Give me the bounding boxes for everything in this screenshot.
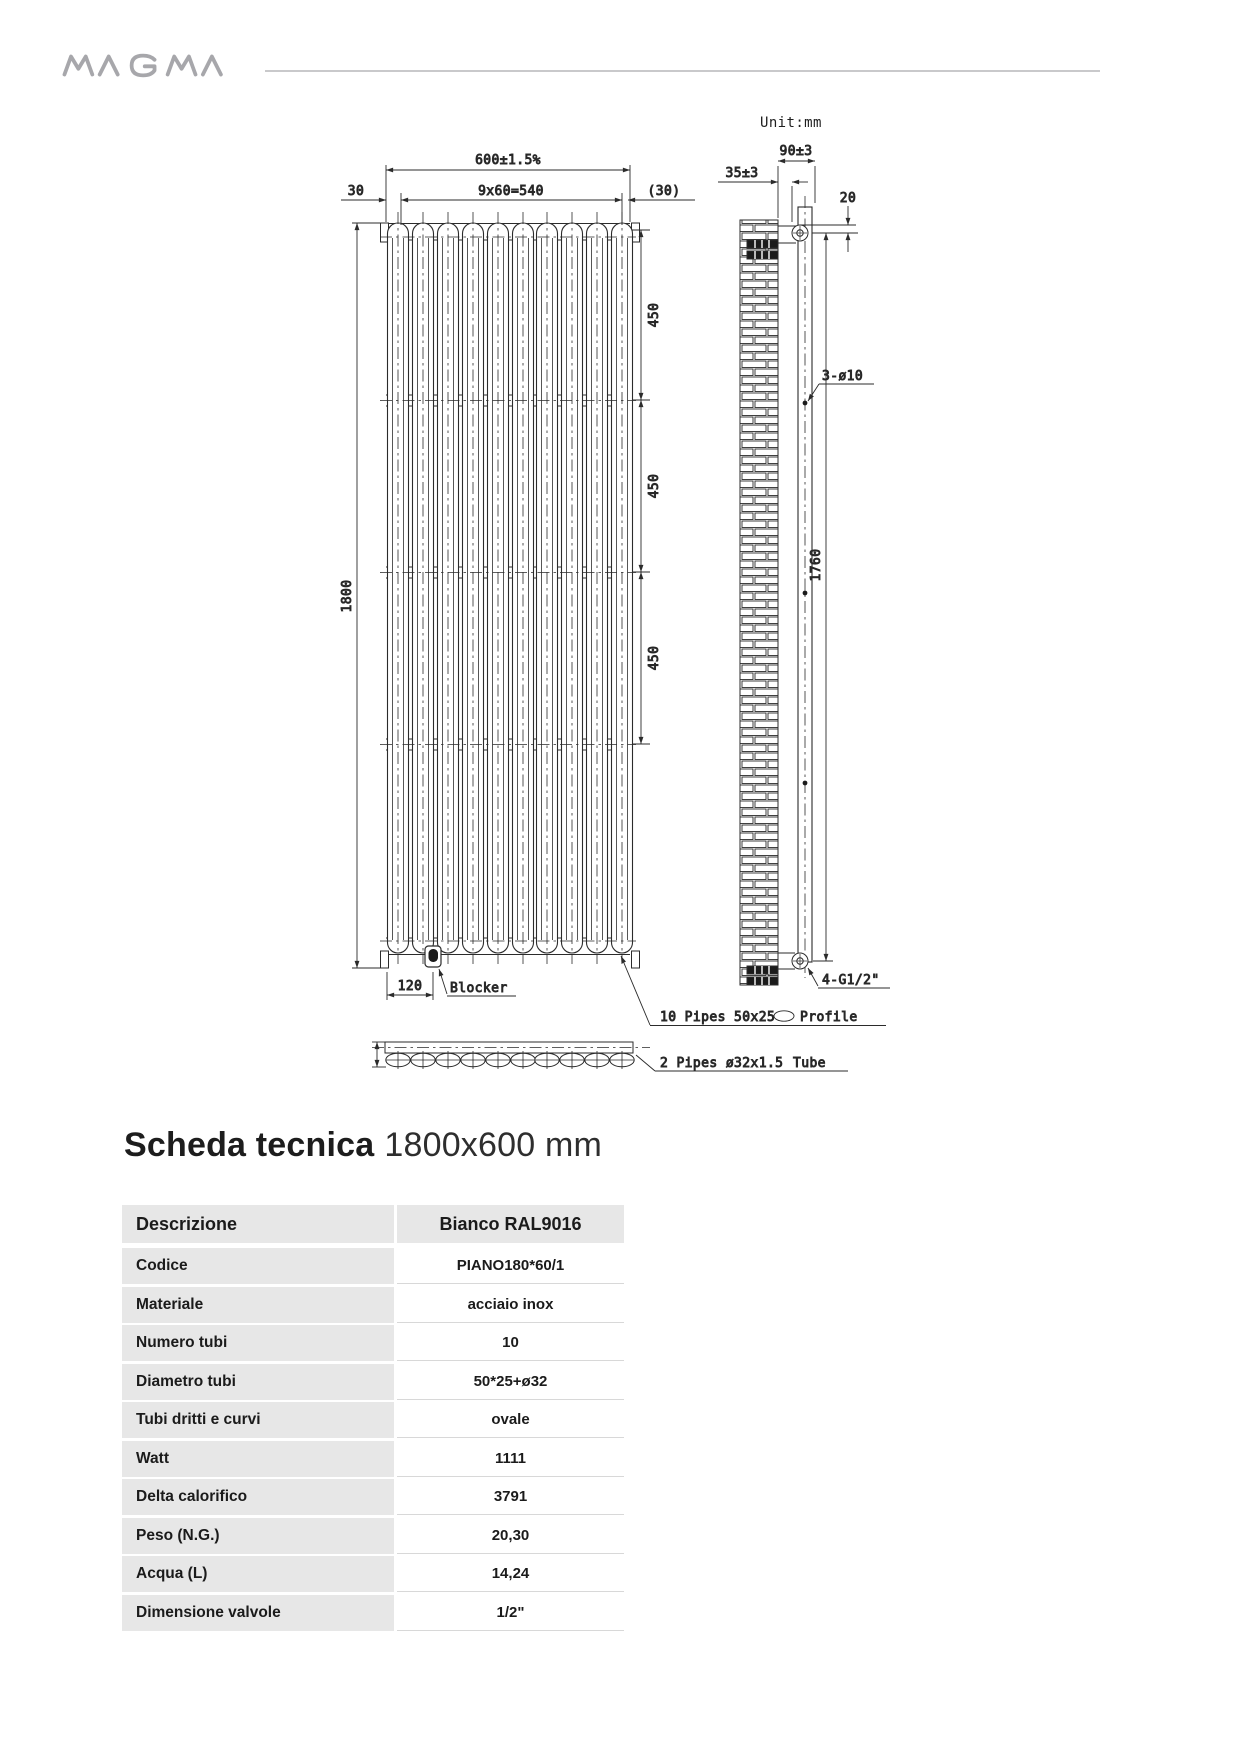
- table-header-label: Descrizione: [122, 1205, 397, 1243]
- dim-total-height: 1800: [340, 579, 355, 613]
- row-value: 10: [397, 1325, 624, 1361]
- table-row: [122, 1287, 627, 1323]
- dim-450-c: 450: [647, 645, 662, 671]
- dim-bracket: 120: [397, 979, 423, 994]
- dim-left-margin: 30: [347, 184, 365, 199]
- thread-label: 4-G1/2": [822, 973, 880, 988]
- blocker-valve: [425, 946, 441, 967]
- dim-total-width: 600±1.5%: [475, 153, 541, 168]
- holes-label: 3-ø10: [822, 369, 864, 384]
- dim-right-margin: (30): [647, 184, 681, 199]
- oval-profile-icon: [774, 1011, 794, 1021]
- tube-note-left: 2 Pipes ø32x1.5: [660, 1056, 784, 1071]
- dim-span-1760: 1760: [809, 548, 824, 582]
- table-row: [122, 1402, 627, 1438]
- mount-hole-2: [803, 591, 808, 596]
- table-row: [122, 1248, 627, 1284]
- spec-table: [122, 1205, 627, 1631]
- table-header-row: [122, 1205, 627, 1243]
- pipes-note-right: Profile: [800, 1010, 858, 1025]
- row-value: 3791: [397, 1479, 624, 1515]
- row-value: 1111: [397, 1441, 624, 1477]
- row-value: 50*25+ø32: [397, 1364, 624, 1400]
- table-row: [122, 1364, 627, 1400]
- sheet-title: [124, 1126, 602, 1165]
- tube-note-right: Tube: [793, 1056, 826, 1071]
- row-label: Tubi dritti e curvi: [122, 1402, 397, 1438]
- table-row: [122, 1556, 627, 1592]
- wall-section: [740, 220, 778, 985]
- row-label: Dimensione valvole: [122, 1595, 397, 1631]
- row-label: Numero tubi: [122, 1325, 397, 1361]
- row-value: 14,24: [397, 1556, 624, 1592]
- foot-bottom-right: [632, 951, 640, 968]
- bottom-view: [372, 1042, 650, 1069]
- row-label: Materiale: [122, 1287, 397, 1323]
- row-value: ovale: [397, 1402, 624, 1438]
- row-label: Peso (N.G.): [122, 1518, 397, 1554]
- row-value: 1/2": [397, 1595, 624, 1631]
- mount-hole-1: [803, 401, 808, 406]
- row-label: Watt: [122, 1441, 397, 1477]
- dim-450-b: 450: [647, 473, 662, 499]
- radiator-tubes: [388, 212, 633, 964]
- dim-pitch: 9x60=540: [478, 184, 544, 199]
- dim-top-20: 20: [839, 191, 857, 206]
- table-row: [122, 1595, 627, 1631]
- foot-bottom-left: [381, 951, 389, 968]
- table-row: [122, 1441, 627, 1477]
- table-row: [122, 1518, 627, 1554]
- dim-wall-offset: 35±3: [725, 166, 759, 181]
- dim-depth-90: 90±3: [779, 144, 813, 159]
- front-view: [380, 212, 640, 968]
- row-label: Diametro tubi: [122, 1364, 397, 1400]
- blocker-label: Blocker: [450, 981, 508, 996]
- table-row: [122, 1325, 627, 1361]
- table-row: [122, 1479, 627, 1515]
- pipes-note-left: 10 Pipes 50x25: [660, 1010, 776, 1025]
- unit-label: Unit:mm: [760, 115, 822, 131]
- sheet-size-text: 1800x600 mm: [384, 1126, 603, 1164]
- row-value: 20,30: [397, 1518, 624, 1554]
- table-header-value: Bianco RAL9016: [397, 1205, 624, 1243]
- row-label: Acqua (L): [122, 1556, 397, 1592]
- sheet-title-text: Scheda tecnica: [124, 1126, 375, 1164]
- row-value: acciaio inox: [397, 1287, 624, 1323]
- row-label: Delta calorifico: [122, 1479, 397, 1515]
- row-value: PIANO180*60/1: [397, 1248, 624, 1284]
- side-view: [740, 196, 812, 985]
- dim-450-a: 450: [647, 302, 662, 328]
- row-label: Codice: [122, 1248, 397, 1284]
- mount-hole-3: [803, 781, 808, 786]
